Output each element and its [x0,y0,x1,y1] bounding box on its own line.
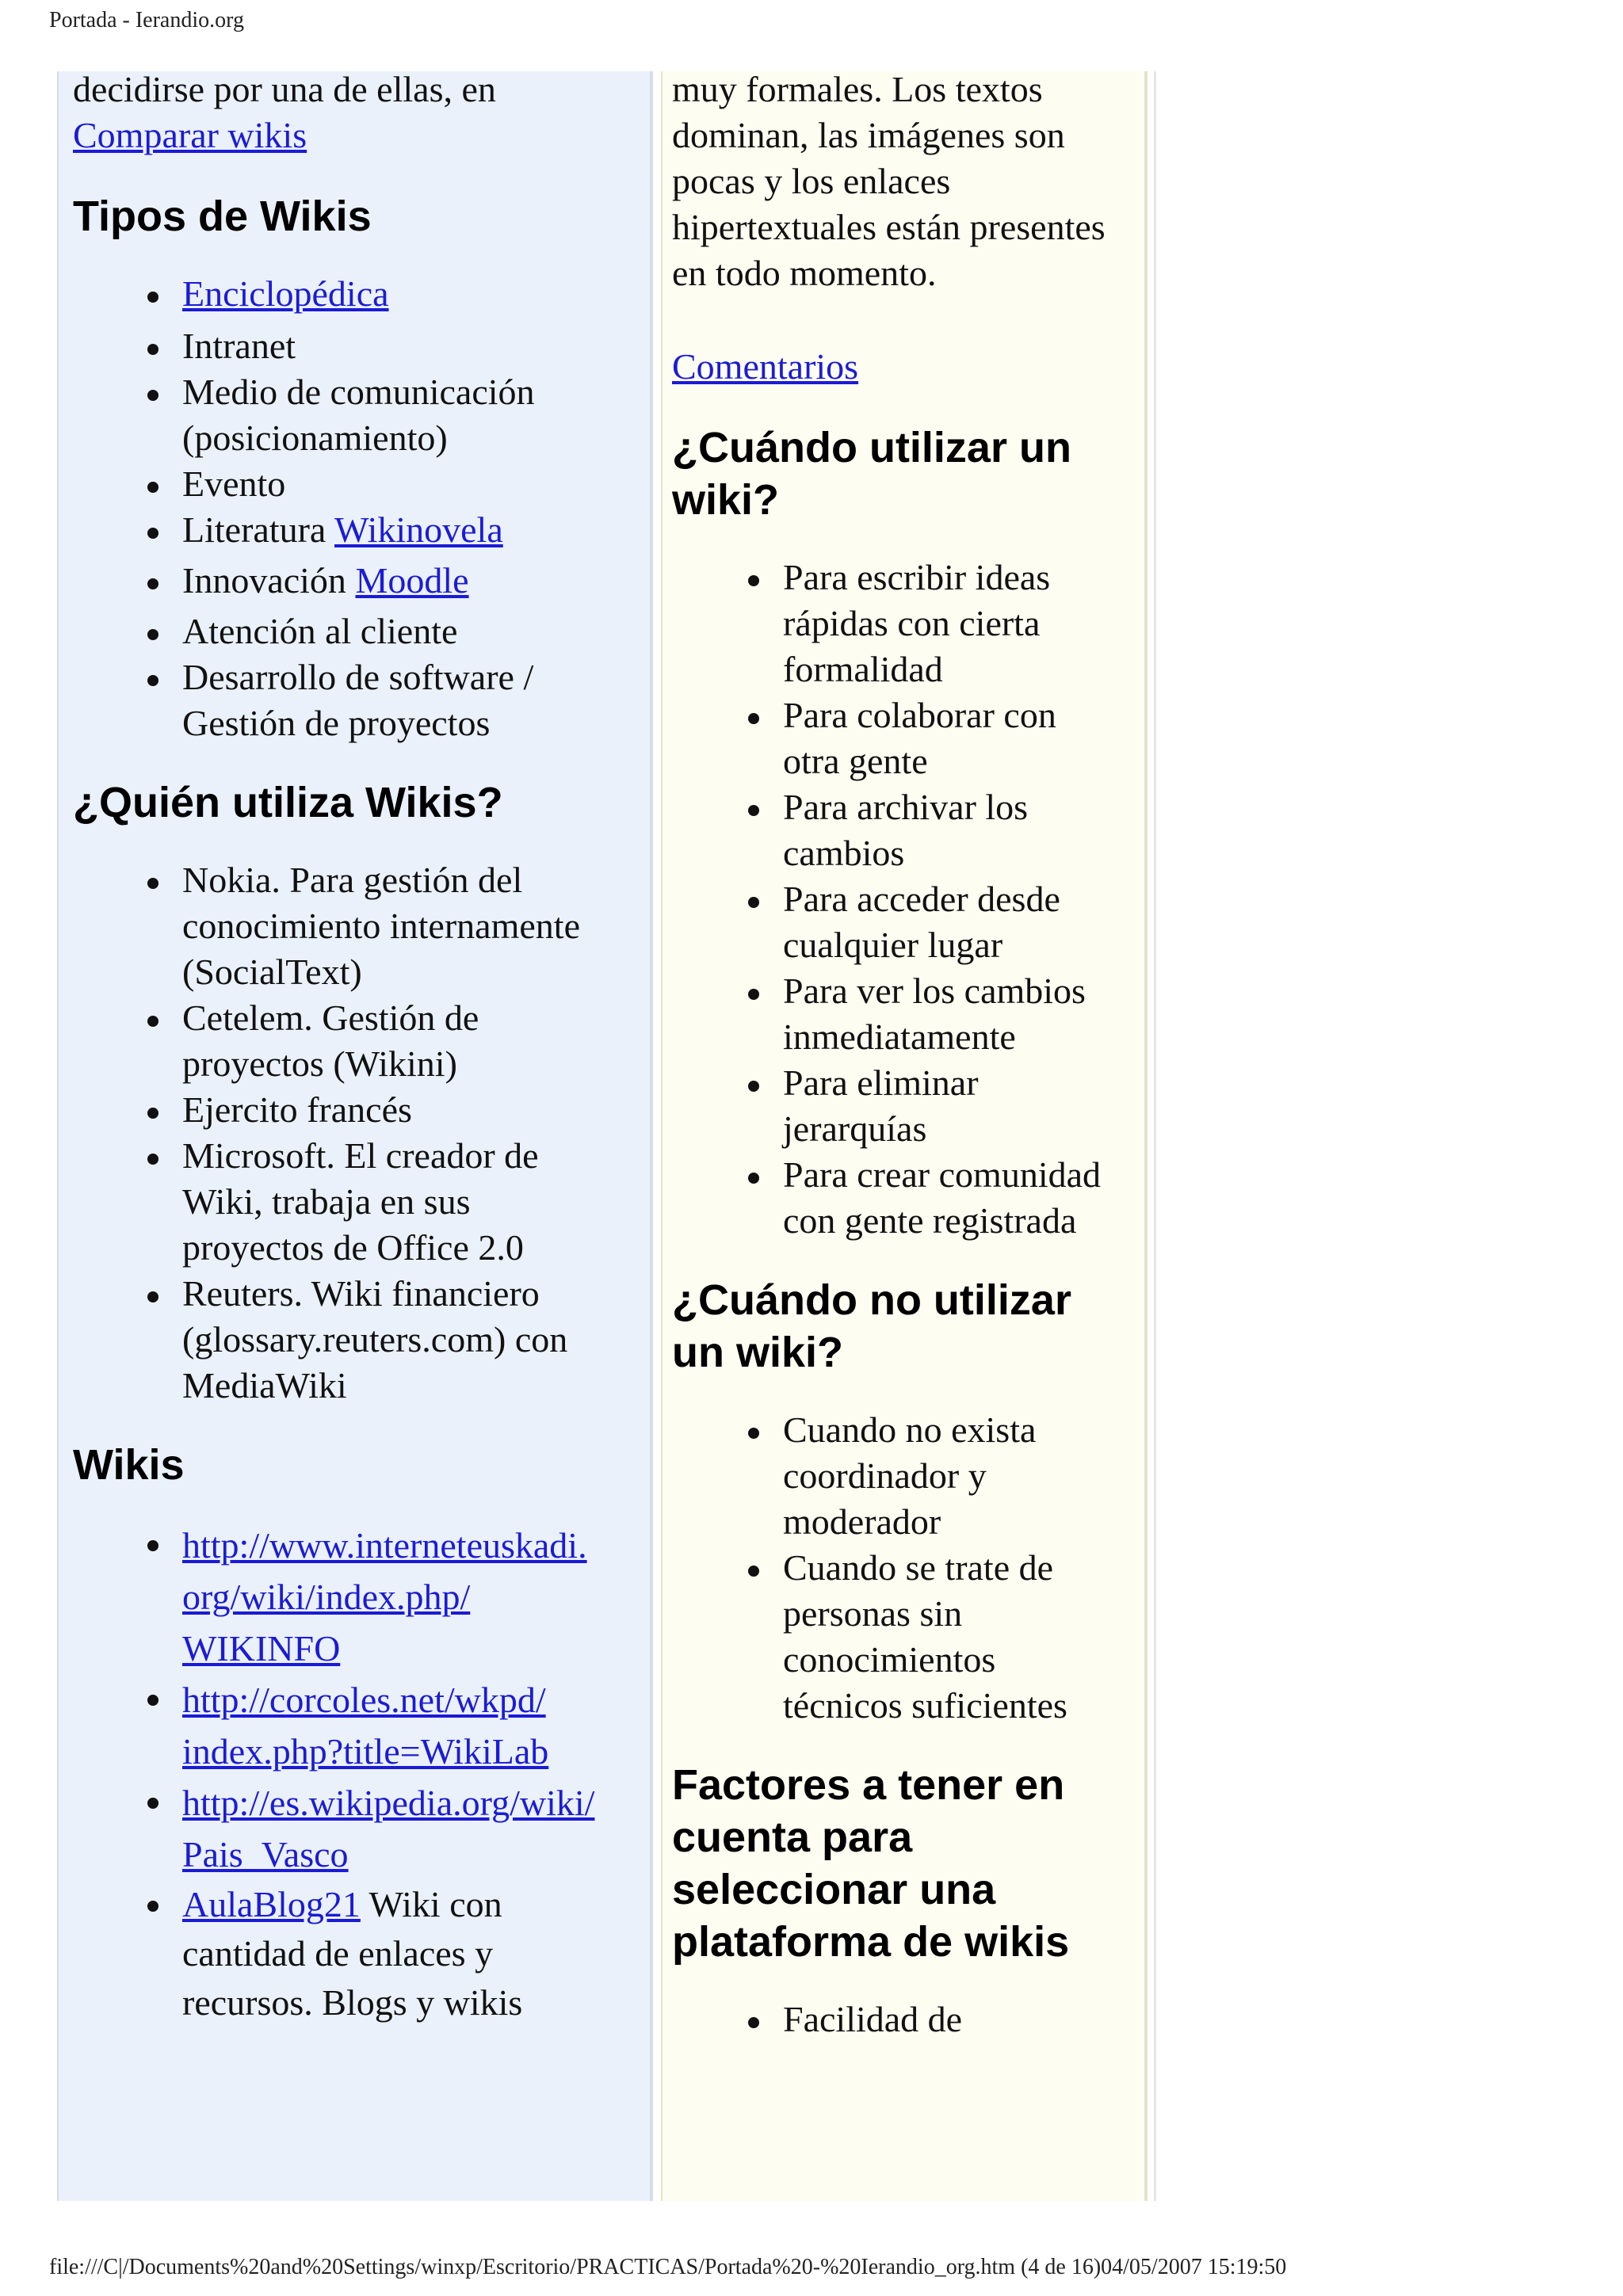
list-item: Ejercito francés [182,1087,650,1133]
corcoles-link[interactable] [182,1680,548,1772]
right-intro-paragraph: muy formales. Los textos dominan, las imágenes son pocas y los enlaces hipertextuales están presentes en todo momento. [672,71,1106,293]
list-item: Para ver los cambios inmediatamente [783,968,1116,1060]
link-line: http://corcoles.net/wkpd/ [182,1680,546,1720]
wikis-list [73,1520,650,2027]
list-item [182,1674,650,1777]
list-item: Para crear comunidad con gente registrada [783,1152,1132,1244]
list-item-text: Innovación [182,560,346,601]
list-item-text: Literatura [182,509,327,550]
list-item: Para acceder desde cualquier lugar [783,876,1084,968]
list-item: Medio de comunicación (posicionamiento) [182,369,563,461]
link-line: http://www.interneteuskadi. [182,1525,587,1566]
aulablog21-link[interactable]: AulaBlog21 [182,1884,361,1924]
link-line: WIKINFO [182,1628,341,1669]
wikipedia-link[interactable] [182,1783,594,1875]
quien-heading: ¿Quién utiliza Wikis? [73,779,503,826]
link-line: http://es.wikipedia.org/wiki/ [182,1783,595,1823]
quien-list [73,857,650,1409]
comparar-wikis-link[interactable]: Comparar wikis [73,115,307,155]
tipos-list [73,271,580,746]
list-item: Cuando se trate de personas sin conocimientos técnicos suficientes [783,1545,1084,1729]
list-item [182,271,563,317]
list-item: Desarrollo de software / Gestión de proyectos [182,654,563,746]
list-item [182,1880,579,2027]
factores-heading: Factores a tener en cuenta para seleccionar una plataforma de wikis [672,1761,1070,1966]
wikinovela-link[interactable]: Wikinovela [334,509,503,550]
print-header-title: Portada - Ierandio.org [49,8,244,32]
list-item: Microsoft. El creador de Wiki, trabaja en sus proyectos de Office 2.0 [182,1133,563,1271]
list-item [182,1520,650,1674]
comentarios-link[interactable]: Comentarios [672,346,859,387]
interneteuskadi-link[interactable] [182,1525,587,1669]
list-item: Facilidad de [783,1997,1144,2042]
left-intro-paragraph [73,71,580,158]
column-divider [1154,71,1156,2201]
list-item: Para escribir ideas rápidas con cierta formalidad [783,555,1084,692]
left-column [57,71,653,2201]
list-item: Nokia. Para gestión del conocimiento internamente (SocialText) [182,857,610,995]
print-footer-path: file:///C|/Documents%20and%20Settings/winxp/Escritorio/PRACTICAS/Portada%20-%20Ierandio_org.htm (4 de 16)04/05/2007 15:19:50 [49,2255,1287,2279]
list-item [182,507,580,553]
list-item: Cuando no exista coordinador y moderador [783,1407,1084,1545]
link-line: org/wiki/index.php/ [182,1577,471,1617]
list-item: Reuters. Wiki financiero (glossary.reuters.com) con MediaWiki [182,1271,614,1409]
link-line: Pais_Vasco [182,1834,349,1875]
link-line: index.php?title=WikiLab [182,1731,549,1772]
list-item: Atención al cliente [182,608,580,654]
list-item: Cetelem. Gestión de proyectos (Wikini) [182,995,523,1087]
tipos-heading: Tipos de Wikis [73,193,372,240]
list-item: Para eliminar jerarquías [783,1060,1084,1152]
cuando-heading: ¿Cuándo utilizar un wiki? [672,424,1071,524]
cuando-no-list [672,1407,1144,1729]
comments-paragraph [672,344,1144,390]
wikis-heading: Wikis [73,1441,185,1489]
factores-list [672,1997,1144,2042]
cuando-list [672,555,1144,1244]
moodle-link[interactable]: Moodle [355,560,469,601]
list-item: Para colaborar con otra gente [783,692,1084,784]
list-item [182,558,580,604]
list-item: Evento [182,461,580,507]
list-item [182,1777,650,1880]
list-item: Para archivar los cambios [783,784,1084,876]
list-item-text: Wiki con cantidad de enlaces y recursos. Blogs y wikis [182,1884,523,2023]
enciclopedica-link[interactable]: Enciclopédica [182,273,389,314]
right-column [661,71,1148,2201]
cuando-no-heading: ¿Cuándo no utilizar un wiki? [672,1276,1071,1376]
list-item: Intranet [182,323,580,369]
left-intro-text: decidirse por una de ellas, en [73,71,496,109]
